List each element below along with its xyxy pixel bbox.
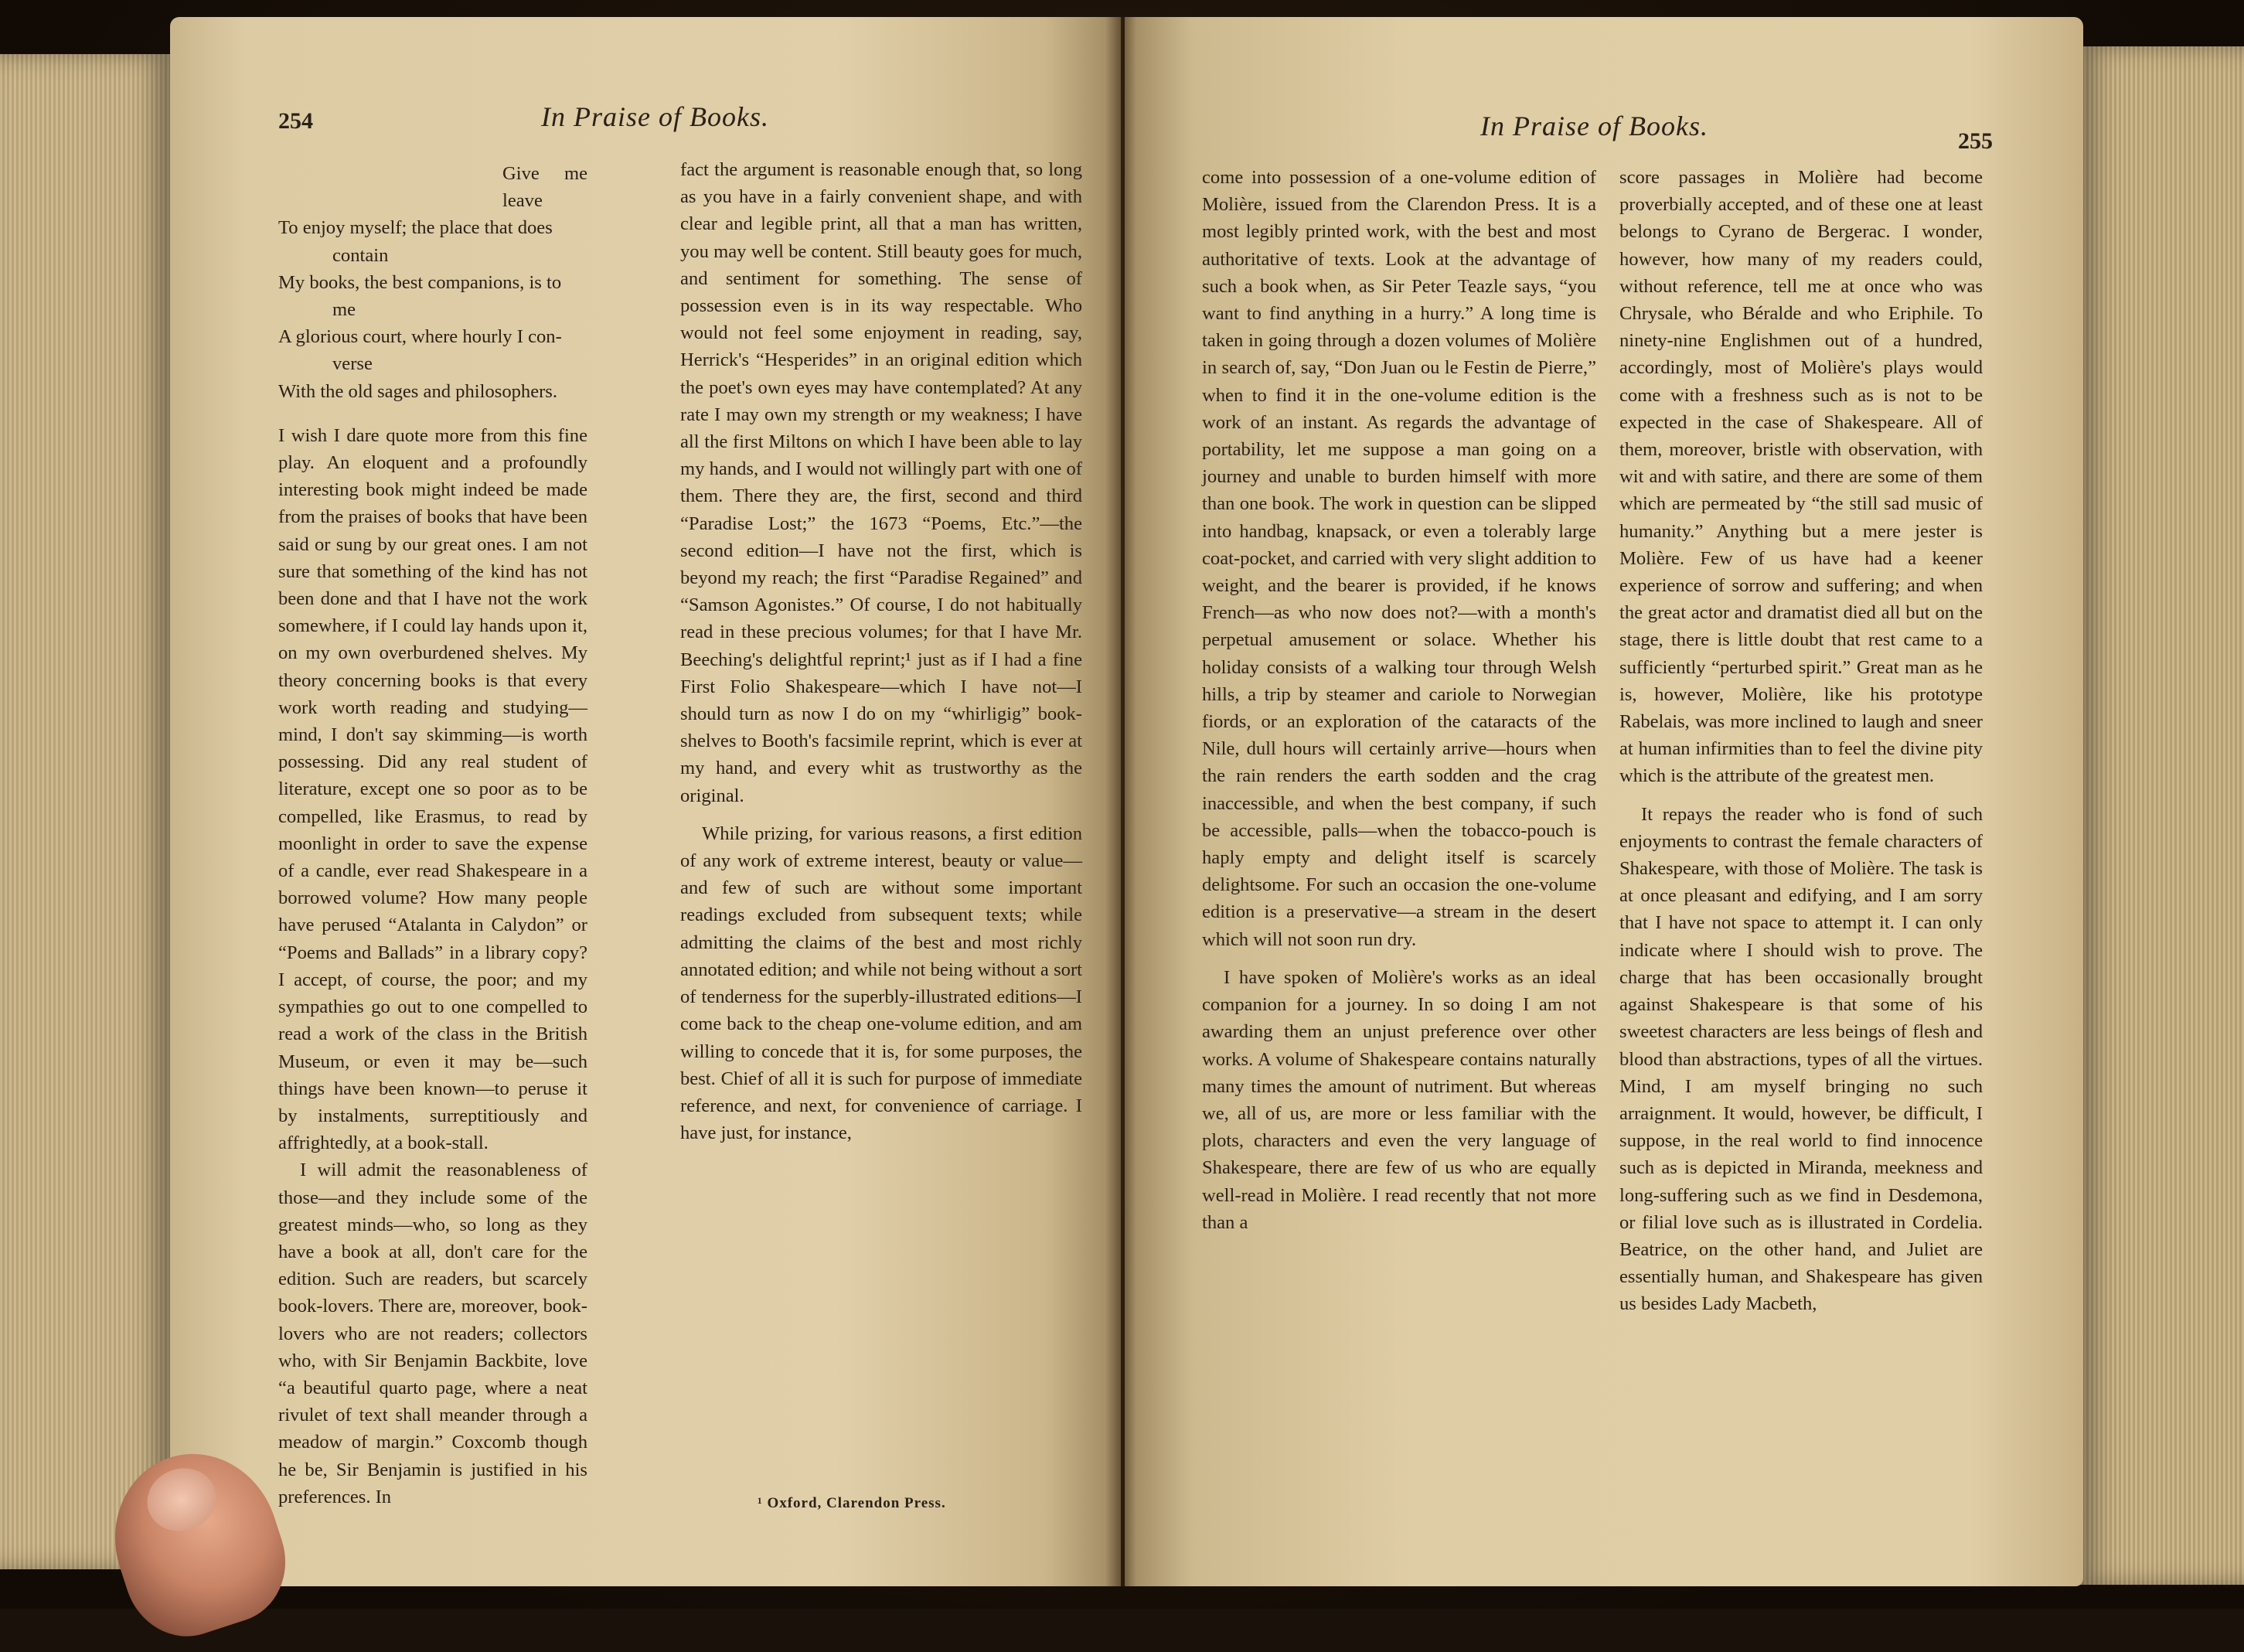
poem-line: A glorious court, where hourly I con-: [278, 326, 562, 348]
paragraph: I wish I dare quote more from this fine play. An eloquent and a profoundly interesting book might indeed be made from the praises of books that have been said or sung by our great ones. I am not sure that something of the kind has not been done and that I have not the work somewhere, if I could lay hands upon it, on my own overburdened shelves. My theory concerning books is that every work worth reading and studying—mind, I don't say skimming—is worth possessing. Did any real student of literature, except one so poor as to be compelled, like Erasmus, to read by moonlight in order to save the expense of a candle, ever read Shakespeare in a borrowed volume? How many people have perused “Atalanta in Calydon” or “Poems and Ballads” in a library copy? I accept, of course, the poor; and my sympathies go out to one compelled to read a work of the class in the British Museum, or even it may be—such things have been known—to peruse it by instalments, surreptitiously and affrightedly, at a book-stall.: [278, 424, 587, 1154]
footnote: ¹ Oxford, Clarendon Press.: [758, 1495, 946, 1511]
paragraph: come into possession of a one-volume edition of Molière, issued from the Clarendon Press. It is a most legibly printed work, with the best and most authoritative of texts. Look at the advantage of such a book when, as Sir Peter Teazle says, “you want to find anything in a hurry.” A long time is taken in going through a dozen volumes of Molière in search of, say, “Don Juan ou le Festin de Pierre,” when to find it in the one-volume edition is the work of an instant. As regards the advantage of portability, let me suppose a man going on a journey and unable to burden himself with more than one book. The work in question can be slipped into handbag, knapsack, or even a tolerably large coat-pocket, and carried with very slight addition to weight, and the bearer is provided, if he knows French—as who now does not?—with a month's perpetual amusement or solace. Whether his holiday consists of a walking tour through Welsh hills, a trip by steamer and cariole to Norwegian fiords, or an exploration of the cataracts of the Nile, dull hours will certainly arrive—hours when the rain renders the earth sodden and the crag inaccessible, and when the best company, if such be accessible, palls—when the tobacco-pouch is haply empty and delight itself is scarcely delightsome. For such an occasion the one-volume edition is a preservative—a stream in the desert which will not soon run dry.: [1202, 167, 1596, 950]
right-page: [1125, 17, 2083, 1586]
paragraph: fact the argument is reasonable enough that, so long as you have in a fairly convenient shape, and with clear and legible print, all that a man has written, you may well be content. Still beauty goes for much, and sentiment for something. The sense of possession even is in its way respectable. Who would not feel some enjoyment in reading, say, Herrick's “Hesperides” in an original edition which the poet's own eyes may have contemplated? At any rate I may own my strength or my weakness; I have all the first Miltons on which I have been able to lay my hands, and I would not willingly part with one of them. There they are, the first, second and third “Paradise Lost;” the 1673 “Poems, Etc.”—the second edition—I have not the first, which is beyond my reach; the first “Paradise Regained” and “Samson Agonistes.” Of course, I do not habitually read in these precious volumes; for that I have Mr. Beeching's delightful reprint;¹ just as if I had a fine First Folio Shakespeare—which I have not—I should turn as now I do on my “whirligig” book-shelves to Booth's facsimile reprint, which is ever at my hand, and every whit as trustworthy as the original.: [680, 159, 1082, 806]
left-page: [170, 17, 1121, 1586]
paragraph: I have spoken of Molière's works as an ideal companion for a journey. In so doing I am not awarding them an unjust preference over other works. A volume of Shakespeare contains naturally many times the amount of nutriment. But whereas we, all of us, are more or less familiar with the plots, characters and even the very language of Shakespeare, there are few of us who are equally well-read in Molière. I read recently that not more than a: [1202, 966, 1596, 1233]
paragraph: score passages in Molière had become proverbially accepted, and of these one at least belongs to Cyrano de Bergerac. I wonder, however, how many of my readers could, without reference, tell me at once who was Chrysale, who Béralde and who Eriphile. To ninety-nine Englishmen out of a hundred, accordingly, most of Molière's plays would come with a freshness such as is not to be expected in the case of Shakespeare. All of them, moreover, bristle with observation, with wit and with satire, and there are some of them which are permeated by “the still sad music of humanity.” Anything but a mere jester is Molière. Few of us have had a keener experience of sorrow and suffering; and when the great actor and dramatist died all but on the stage, there is little doubt that rest came to a sufficiently “perturbed spirit.” Great man as he is, however, Molière, like his prototype Rabelais, was more inclined to laugh and sneer at human infirmities than to feel the divine pity which is the attribute of the greatest men.: [1619, 167, 1983, 787]
poem-line: My books, the best companions, is to: [278, 271, 562, 293]
poem-line-cont: contain: [332, 244, 389, 266]
right-column-2: [1619, 164, 1983, 1318]
right-running-head: In Praise of Books.: [1480, 111, 1708, 141]
poem-line-cont: verse: [332, 353, 373, 375]
paragraph: It repays the reader who is fond of such enjoyments to contrast the female characters of Shakespeare, with those of Molière. The task is at once pleasant and edifying, and I am sorry that I have not space to attempt it. I can only indicate where I should wish to prove. The charge that has been occasionally brought against Shakespeare is that some of his sweetest characters are less beings of flesh and blood than abstractions, types of all the virtues. Mind, I am myself bringing no such arraignment. It would, however, be difficult, I suppose, in the real world to find innocence such as is depicted in Miranda, meekness and long-suffering such as we find in Desdemona, or filial love such as is illustrated in Cordelia. Beatrice, on the other hand, and Juliet are essentially human, and Shakespeare has given us besides Lady Macbeth,: [1619, 803, 1983, 1315]
left-column-2: [680, 156, 1082, 1146]
left-page-edges: [0, 54, 170, 1569]
poem-line: With the old sages and philosophers.: [278, 380, 558, 402]
poem-line: To enjoy myself; the place that does: [278, 217, 553, 239]
poem-line: Give me leave: [502, 163, 587, 212]
poem-quote: [278, 160, 587, 405]
right-column-1: [1202, 164, 1596, 1236]
right-page-number: 255: [1958, 128, 1993, 154]
left-page-number: 254: [278, 108, 313, 134]
poem-line-cont: me: [332, 299, 356, 321]
paragraph: I will admit the reasonableness of those—and they include some of the greatest minds—who, so long as they have a book at all, don't care for the edition. Such are readers, but scarcely book-lovers. There are, moreover, book-lovers who are not readers; collectors who, with Sir Benjamin Backbite, love “a beautiful quarto page, where a neat rivulet of text shall meander through a meadow of margin.” Coxcomb though he be, Sir Benjamin is justified in his preferences. In: [278, 1160, 587, 1507]
left-column-1: [278, 160, 587, 1511]
book-gutter: [1105, 17, 1136, 1586]
right-page-edges: [2079, 46, 2244, 1585]
left-running-head: In Praise of Books.: [541, 101, 769, 132]
paragraph: While prizing, for various reasons, a first edition of any work of extreme interest, beauty or value—and few of such are without some important readings excluded from subsequent texts; while admitting the claims of the best and most richly annotated edition; and while not being without a sort of tenderness for the superbly-illustrated editions—I come back to the cheap one-volume edition, and am willing to concede that it is, for some purposes, the best. Chief of all it is such for purpose of immediate reference, and next, for convenience of carriage. I have just, for instance,: [680, 823, 1082, 1144]
